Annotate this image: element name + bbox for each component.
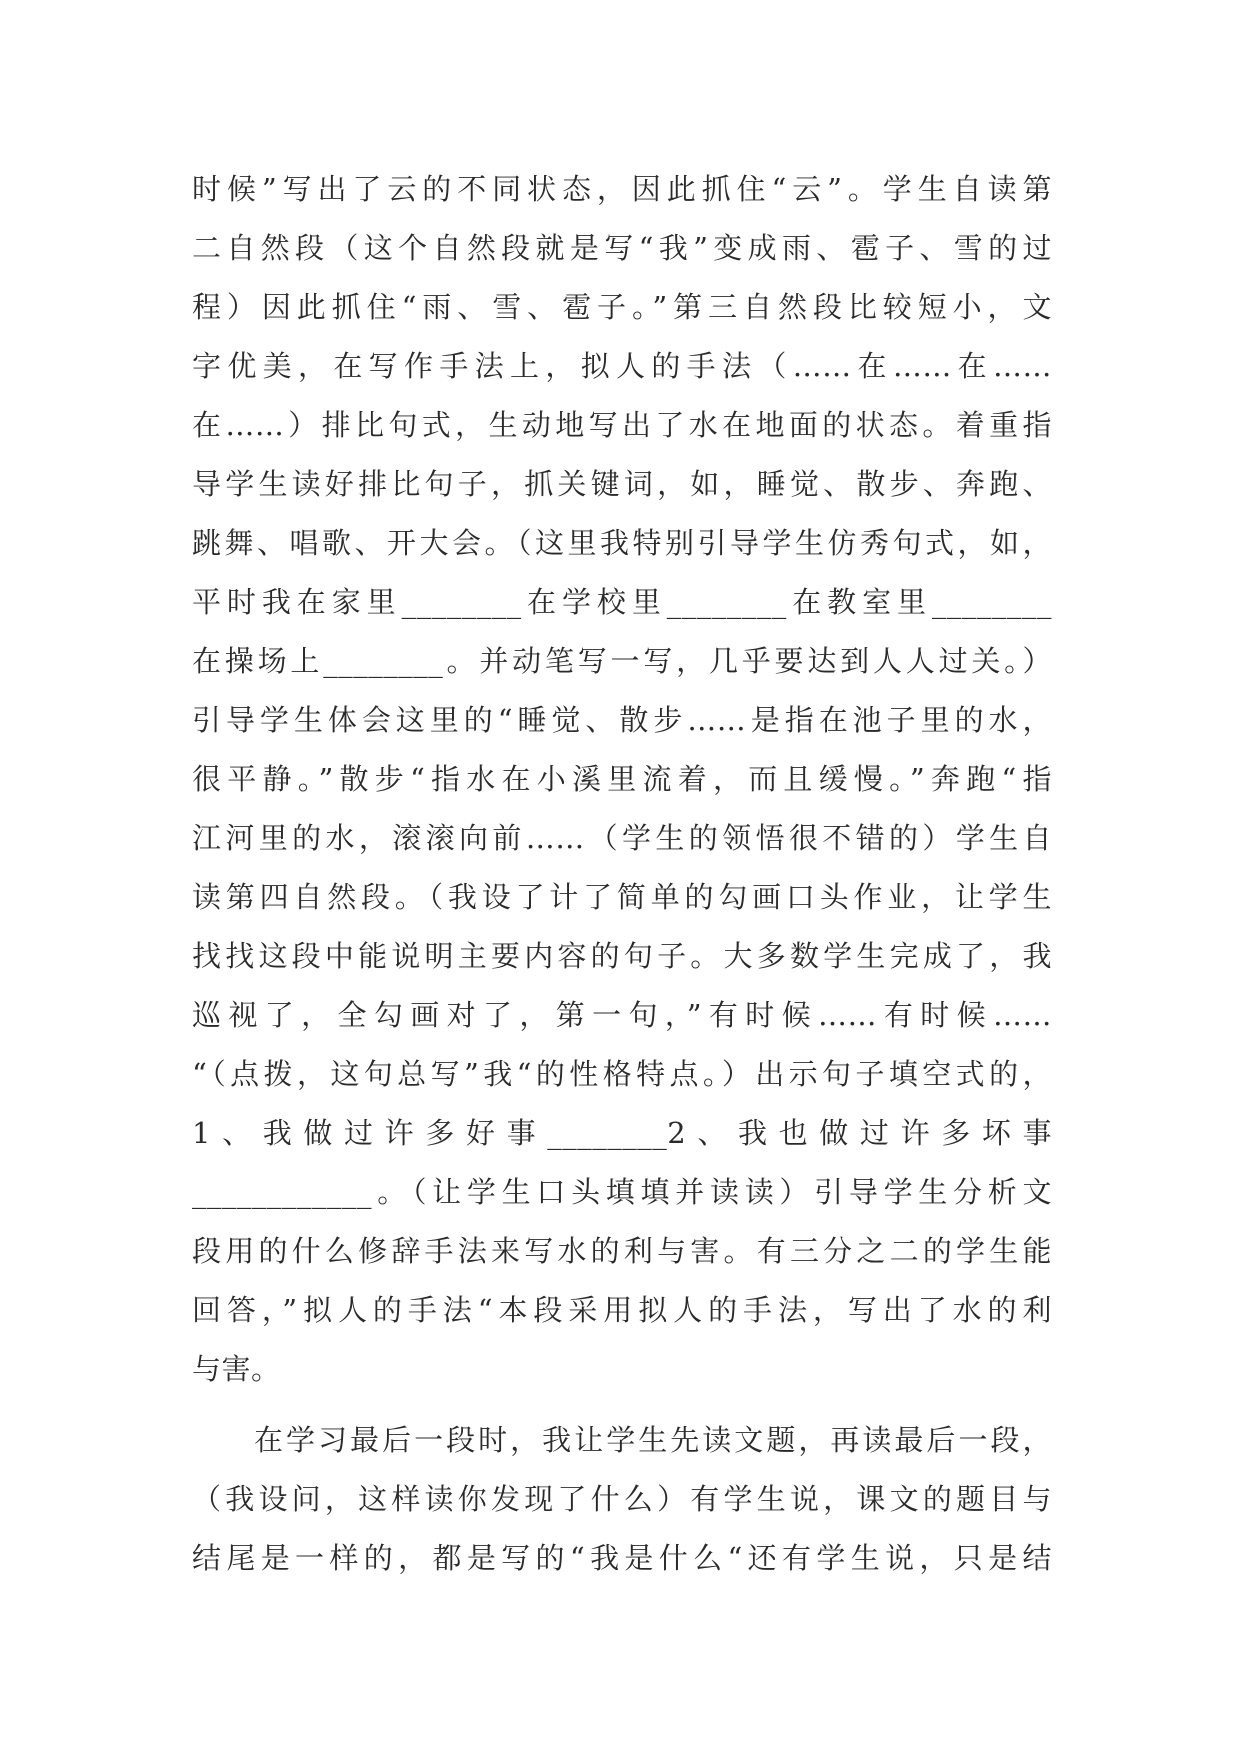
text-line: 平时我在家里________在学校里________在教室里________ (192, 585, 1052, 619)
text-line: 在操场上________。并动笔写一写，几乎要达到人人过关。） (192, 644, 1052, 678)
paragraph-1 (192, 160, 1052, 1399)
text-line: 很平静。”散步“指水在小溪里流着，而且缓慢。”奔跑“指 (192, 762, 1052, 796)
text-line: 段用的什么修辞手法来写水的利与害。有三分之二的学生能 (192, 1234, 1052, 1268)
text-line: “（点拨，这句总写”我“的性格特点。）出示句子填空式的， (192, 1057, 1052, 1091)
text-line: 在……）排比句式，生动地写出了水在地面的状态。着重指 (192, 408, 1052, 442)
text-line: 在学习最后一段时，我让学生先读文题，再读最后一段， (254, 1423, 1052, 1457)
document-body (192, 160, 1052, 1588)
text-line: 读第四自然段。（我设了计了简单的勾画口头作业，让学生 (192, 880, 1052, 914)
text-line: ____________。（让学生口头填填并读读）引导学生分析文 (192, 1175, 1052, 1209)
paragraph-gap (192, 1399, 1052, 1411)
text-line: 字优美，在写作手法上，拟人的手法（……在……在…… (192, 349, 1052, 383)
text-line: 结尾是一样的，都是写的“我是什么“还有学生说，只是结 (192, 1541, 1052, 1575)
text-line: 回答，”拟人的手法“本段采用拟人的手法，写出了水的利 (192, 1293, 1052, 1327)
text-line: 与害。 (192, 1352, 281, 1386)
text-line: 巡视了，全勾画对了，第一句，”有时候……有时候…… (192, 998, 1052, 1032)
text-line: 跳舞、唱歌、开大会。（这里我特别引导学生仿秀句式，如， (192, 526, 1052, 560)
text-line: 导学生读好排比句子，抓关键词，如，睡觉、散步、奔跑、 (192, 467, 1052, 501)
text-line: 时候”写出了云的不同状态，因此抓住“云”。学生自读第 (192, 172, 1052, 206)
text-line: 引导学生体会这里的“睡觉、散步……是指在池子里的水， (192, 703, 1052, 737)
text-line: 找找这段中能说明主要内容的句子。大多数学生完成了，我 (192, 939, 1052, 973)
text-line: 程）因此抓住“雨、雪、雹子。”第三自然段比较短小，文 (192, 290, 1052, 324)
text-line: 江河里的水，滚滚向前……（学生的领悟很不错的）学生自 (192, 821, 1052, 855)
text-line: 1、我做过许多好事________2、我也做过许多坏事 (192, 1116, 1052, 1150)
text-line: 二自然段（这个自然段就是写“我”变成雨、雹子、雪的过 (192, 231, 1052, 265)
text-line: （我设问，这样读你发现了什么）有学生说，课文的题目与 (192, 1482, 1052, 1516)
paragraph-2 (192, 1411, 1052, 1588)
